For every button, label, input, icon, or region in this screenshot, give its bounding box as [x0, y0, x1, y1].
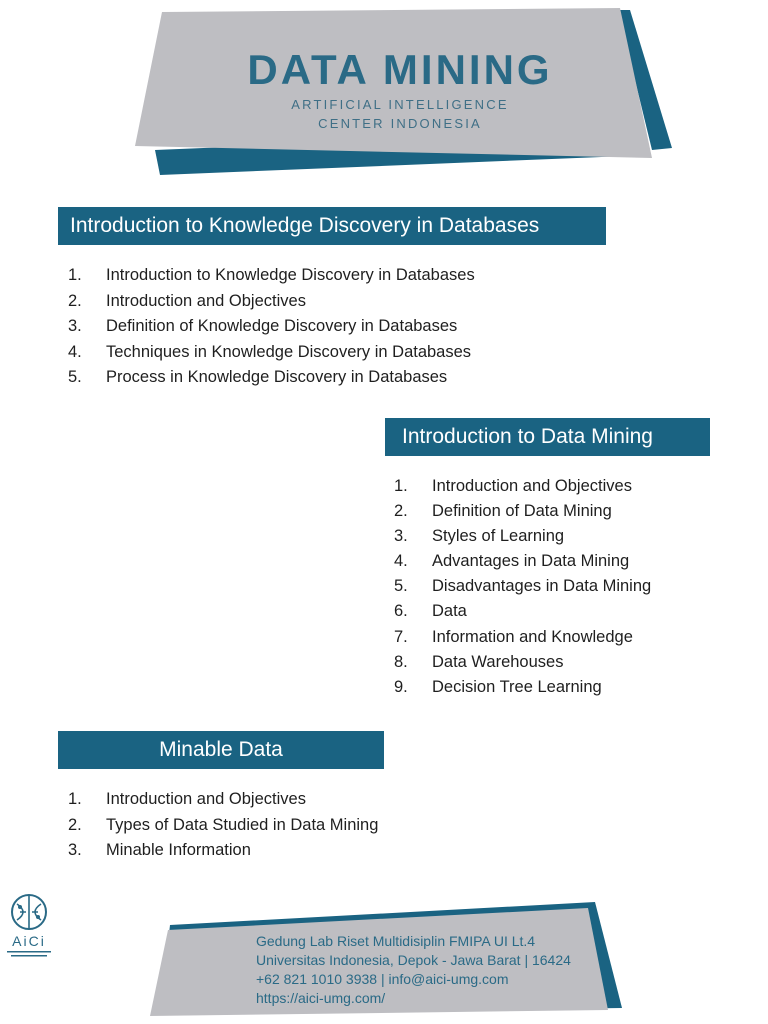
list-item [394, 474, 651, 499]
list-number: 4. [394, 552, 408, 571]
footer-contact: +62 821 1010 3938 | info@aici-umg.com [256, 971, 509, 987]
section-list-minable-data [68, 787, 378, 864]
list-item [68, 365, 475, 391]
footer-address-line-2: Universitas Indonesia, Depok - Jawa Barat | 16424 [256, 952, 571, 968]
list-text: Data [432, 602, 467, 621]
list-text: Introduction and Objectives [106, 790, 306, 808]
list-text: Introduction and Objectives [432, 477, 632, 495]
list-number: 4. [68, 342, 82, 361]
list-number: 3. [68, 317, 82, 335]
list-text: Information and Knowledge [432, 627, 633, 646]
document-title: DATA MINING [247, 46, 553, 93]
list-text: Styles of Learning [432, 527, 565, 546]
list-item [68, 813, 378, 839]
list-text: Process in Knowledge Discovery in Databases [106, 368, 448, 386]
list-text: Definition of Knowledge Discovery in Databases [106, 317, 458, 335]
list-number: 3. [394, 527, 408, 546]
footer-address-line-1: Gedung Lab Riset Multidisiplin FMIPA UI Lt.4 [256, 933, 536, 949]
list-number: 7. [394, 627, 408, 646]
footer-banner [0, 890, 768, 1024]
section-heading-data-mining: Introduction to Data Mining [385, 418, 710, 456]
list-text: Definition of Data Mining [432, 502, 612, 521]
section-heading-kdd: Introduction to Knowledge Discovery in Databases [58, 207, 606, 245]
list-number: 2. [394, 502, 408, 521]
list-item [394, 599, 651, 624]
list-item [394, 675, 651, 700]
list-item [68, 787, 378, 813]
section-list-data-mining [394, 474, 651, 700]
list-item [394, 650, 651, 675]
organization-line-2: CENTER INDONESIA [318, 116, 482, 131]
list-item [68, 340, 475, 366]
list-item [394, 524, 651, 549]
list-text: Decision Tree Learning [432, 677, 602, 696]
list-number: 6. [394, 602, 408, 621]
aici-logo-icon [0, 890, 58, 960]
list-text: Minable Information [106, 841, 251, 859]
svg-text:AiCi: AiCi [12, 933, 46, 949]
list-number: 2. [68, 291, 82, 310]
section-list-kdd [68, 263, 475, 391]
list-number: 3. [68, 841, 82, 859]
list-number: 2. [68, 815, 82, 834]
list-item [68, 289, 475, 315]
list-item [394, 499, 651, 524]
list-text: Techniques in Knowledge Discovery in Databases [106, 342, 472, 361]
list-number: 5. [68, 368, 82, 386]
list-item [394, 625, 651, 650]
list-number: 9. [394, 677, 408, 696]
list-text: Introduction to Knowledge Discovery in Databases [106, 266, 475, 284]
list-item [68, 838, 378, 864]
footer-website-link[interactable]: https://aici-umg.com/ [256, 990, 386, 1006]
organization-line-1: ARTIFICIAL INTELLIGENCE [291, 97, 509, 112]
list-number: 1. [68, 266, 82, 284]
list-item [68, 314, 475, 340]
list-text: Advantages in Data Mining [432, 552, 630, 571]
list-number: 5. [394, 577, 408, 596]
list-text: Disadvantages in Data Mining [432, 577, 652, 596]
list-number: 1. [394, 477, 408, 495]
header-banner [0, 0, 768, 190]
list-number: 1. [68, 790, 82, 808]
list-number: 8. [394, 652, 408, 671]
list-item [68, 263, 475, 289]
list-item [394, 574, 651, 599]
section-heading-minable-data: Minable Data [58, 731, 384, 769]
list-item [394, 549, 651, 574]
list-text: Data Warehouses [432, 652, 564, 671]
list-text: Introduction and Objectives [106, 291, 306, 310]
list-text: Types of Data Studied in Data Mining [106, 815, 379, 834]
header-banner-shape [0, 0, 768, 190]
